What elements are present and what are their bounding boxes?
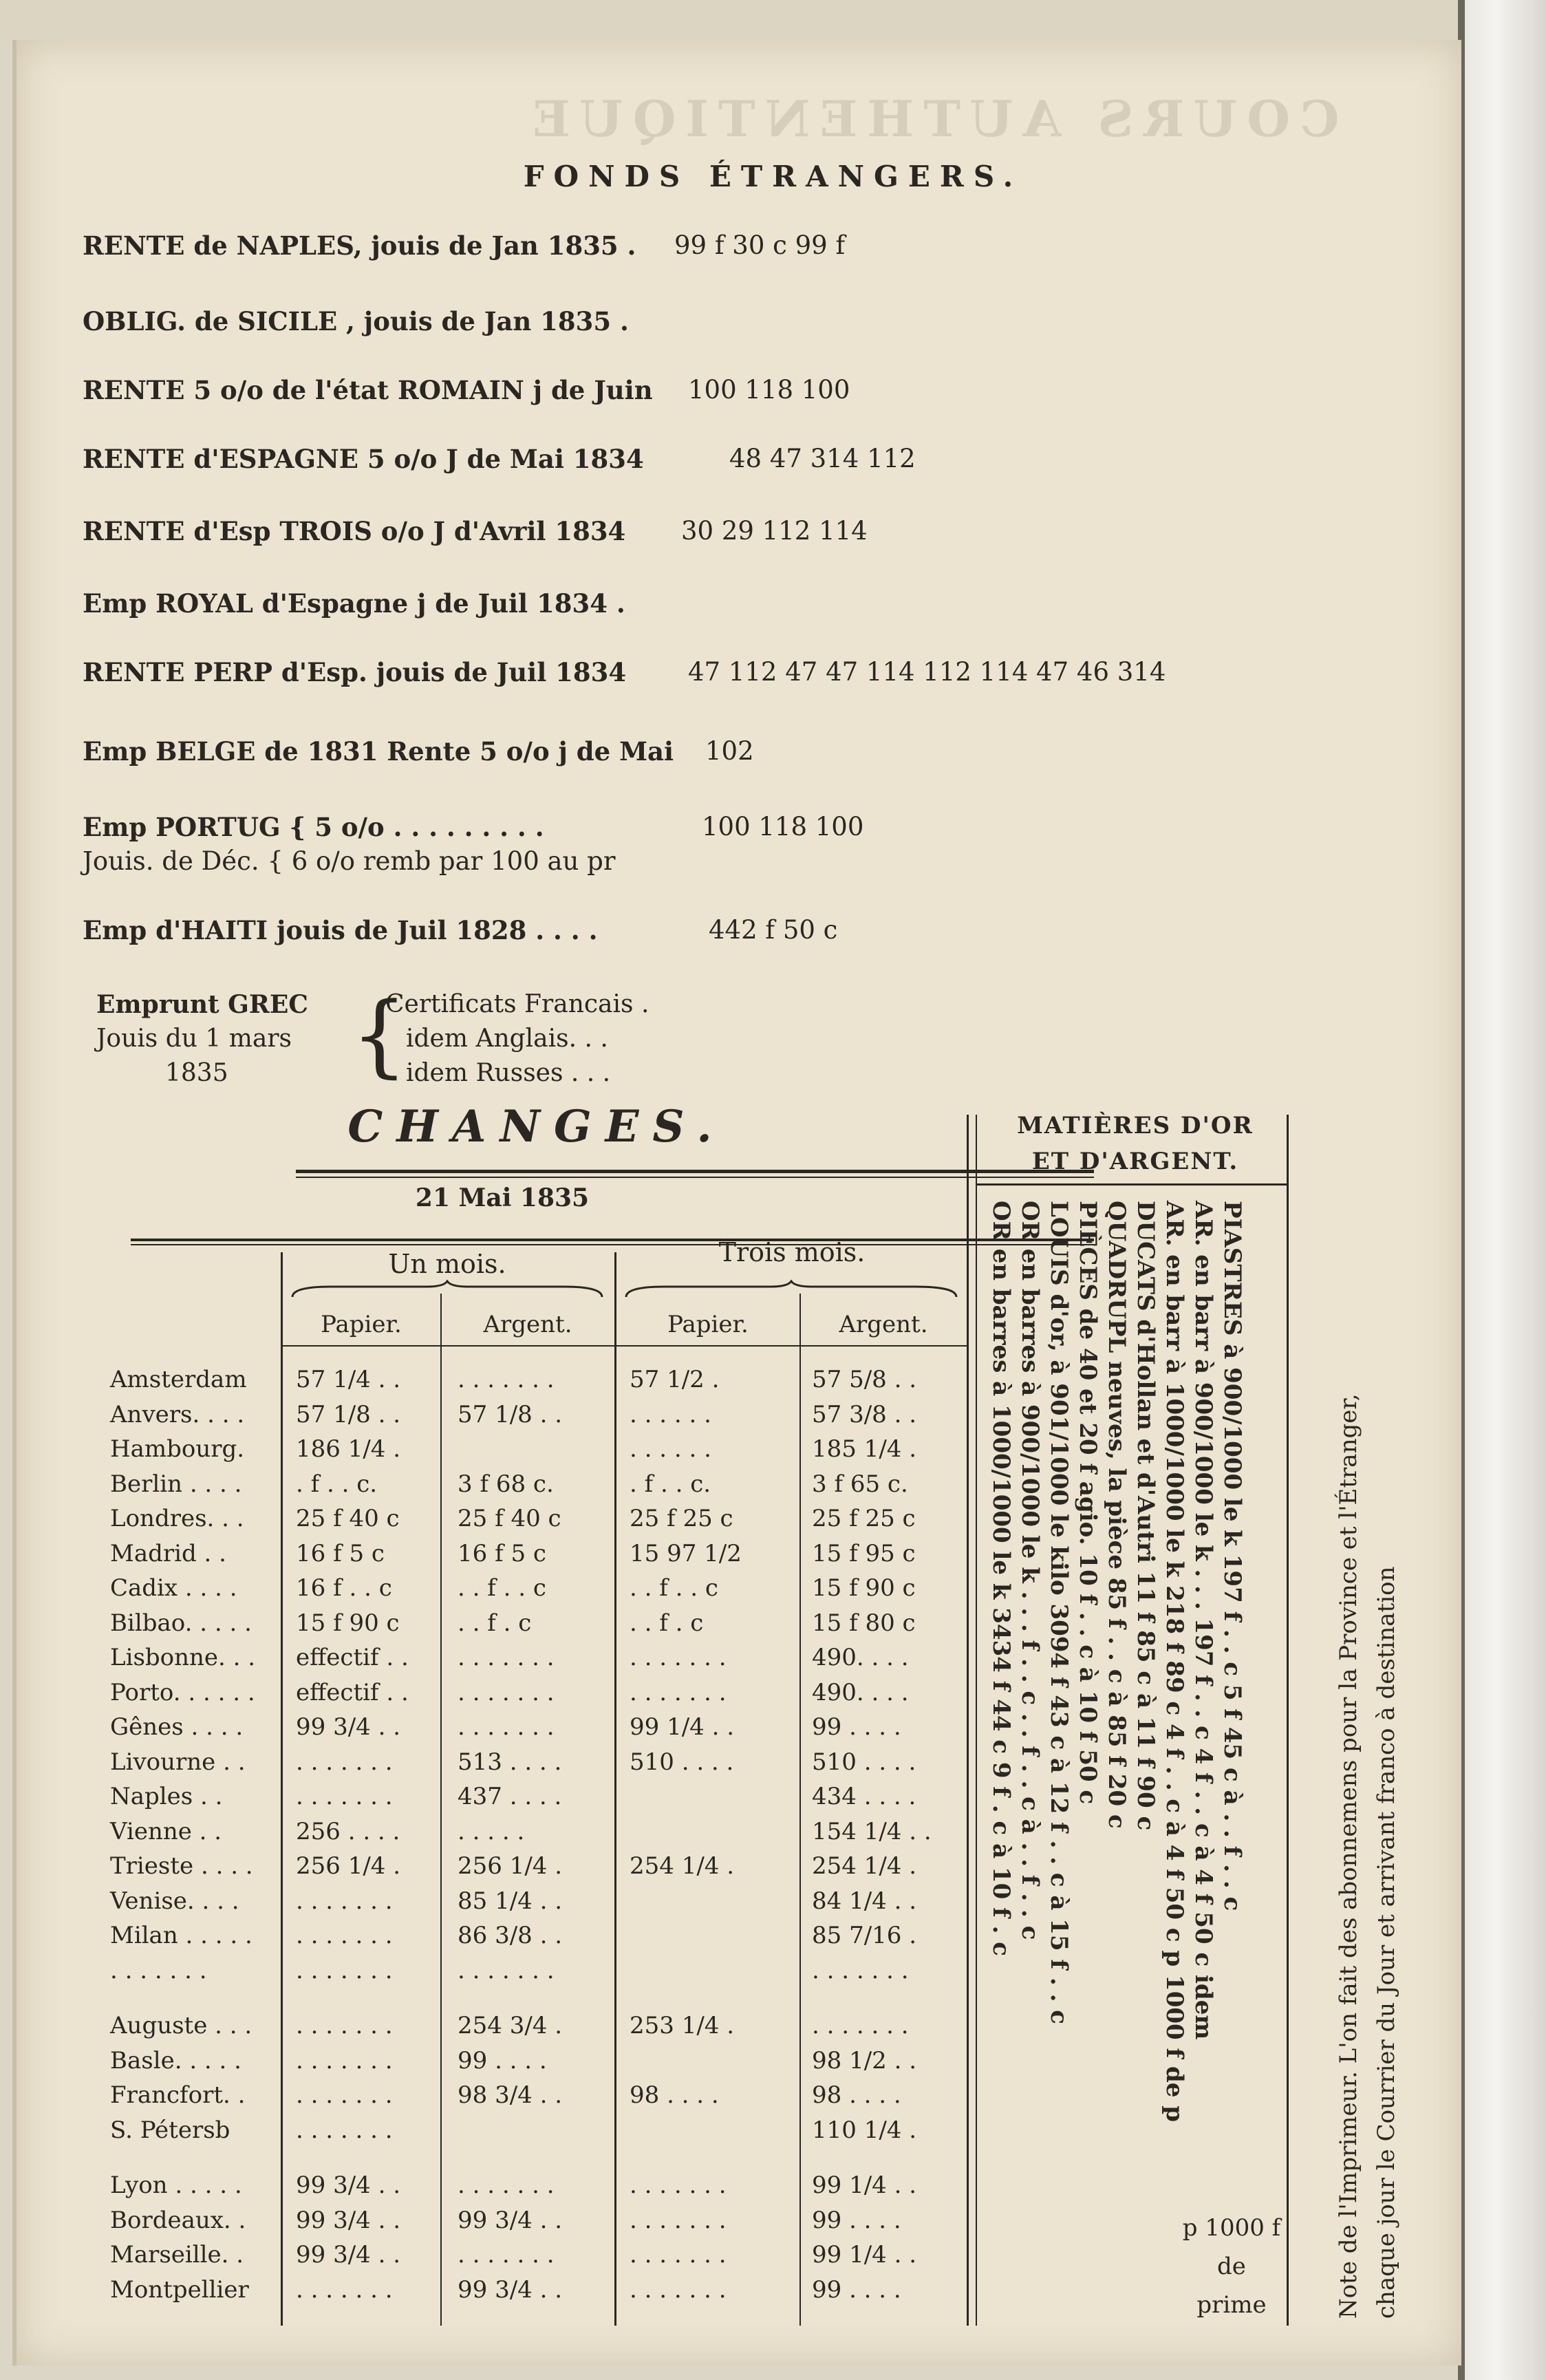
fonds-row <box>83 736 754 766</box>
prime-note <box>1170 2209 1293 2324</box>
rate-cell: 256 . . . . <box>296 1817 400 1845</box>
rate-cell: . . . . . . . <box>296 1748 393 1776</box>
greek-right-line: idem Russes . . . <box>406 1059 611 1087</box>
rate-cell: . . . . . . . <box>630 1644 727 1671</box>
rate-cell: 99 3/4 . . <box>296 2241 401 2269</box>
rate-cell: . . . . . . . <box>296 2012 393 2039</box>
rate-cell: 99 3/4 . . <box>458 2206 563 2234</box>
rate-cell: 3 f 65 c. <box>812 1470 908 1498</box>
rule <box>282 1345 967 1347</box>
fonds-values: 48 47 314 112 <box>729 444 916 473</box>
rate-cell: . . . . . . . <box>458 1956 555 1984</box>
fonds-etrangers-title: FONDS ÉTRANGERS. <box>523 160 1023 193</box>
rate-cell: 254 1/4 . <box>630 1852 735 1880</box>
metal-line: AR. en barr à 900/1000 le k . . . 197 f . . c 4 f . . c à 4 f 50 c idem <box>1190 1201 1217 2040</box>
rate-cell: . . . . . . . <box>296 1956 393 1984</box>
fonds-label: OBLIG. de SICILE , jouis de Jan 1835 . <box>83 306 629 336</box>
fonds-row <box>83 657 1166 687</box>
col-group-trois-mois: Trois mois. <box>718 1237 866 1267</box>
rate-cell: 99 1/4 . . <box>812 2241 917 2269</box>
city-name: Anvers. . . . <box>110 1400 245 1428</box>
fonds-values: 30 29 112 114 <box>681 516 868 546</box>
metal-line: PIASTRES à 900/1000 le k 197 f . . c 5 f 45 c à . . f . . c <box>1218 1201 1246 1911</box>
rate-cell: 15 97 1/2 <box>630 1539 742 1567</box>
rate-cell: . . . . . . . <box>630 2241 727 2269</box>
fonds-label: Emp d'HAITI jouis de Juil 1828 . . . . <box>83 915 598 945</box>
city-name: Hambourg. <box>110 1435 245 1463</box>
rate-cell: . . . . . . . <box>296 2275 393 2304</box>
fonds-row <box>83 375 850 405</box>
brace-icon <box>623 1280 960 1300</box>
metals-title-line: MATIÈRES D'OR <box>1017 1112 1254 1139</box>
rate-cell: . . . . . . . <box>630 2172 727 2199</box>
city-name: Londres. . . <box>110 1505 244 1532</box>
rate-cell: 186 1/4 . <box>296 1435 401 1463</box>
fonds-label: RENTE de NAPLES, jouis de Jan 1835 . <box>83 231 636 261</box>
fonds-label: RENTE d'Esp TROIS o/o J d'Avril 1834 <box>83 516 626 546</box>
rate-cell: . . . . . . . <box>296 2046 393 2075</box>
rate-cell: 99 1/4 . . <box>630 1713 735 1741</box>
city-name: Vienne . . <box>110 1817 222 1845</box>
rate-cell: 437 . . . . <box>458 1783 562 1810</box>
city-name: Basle. . . . . <box>110 2046 241 2075</box>
greek-left-line: 1835 <box>165 1059 228 1087</box>
fonds-label: Emp PORTUG { 5 o/o . . . . . . . . . <box>83 812 544 842</box>
rate-cell: 57 1/8 . . <box>458 1400 563 1428</box>
fonds-values: 102 <box>705 736 754 766</box>
fonds-values: 47 112 47 47 114 112 114 47 46 314 <box>688 657 1166 687</box>
rate-cell: 256 1/4 . <box>458 1852 563 1880</box>
rate-cell: 57 5/8 . . <box>812 1366 917 1393</box>
brace-icon <box>289 1280 605 1300</box>
metal-line: DUCATS d'Hollan et d'Autri 11 f 85 c à 11 f 90 c <box>1132 1201 1159 1831</box>
fonds-row <box>83 231 846 261</box>
rate-cell: . . f . c <box>458 1609 532 1637</box>
rate-cell: 25 f 25 c <box>812 1505 916 1532</box>
fonds-values: 442 f 50 c <box>709 915 838 945</box>
greek-right-line: Certificats Francais . <box>385 990 649 1018</box>
city-name: Bilbao. . . . . <box>110 1609 252 1637</box>
fonds-label: Emp ROYAL d'Espagne j de Juil 1834 . <box>83 588 625 619</box>
fonds-row <box>83 915 838 945</box>
rate-cell: 185 1/4 . <box>812 1435 917 1463</box>
city-name: Madrid . . <box>110 1539 226 1567</box>
city-name: Lisbonne. . . <box>110 1644 256 1671</box>
rate-cell: 490. . . . <box>812 1678 909 1706</box>
page-top-edge <box>0 0 1466 41</box>
rate-cell: 434 . . . . <box>812 1783 916 1810</box>
column-rule <box>614 1252 616 2326</box>
rate-cell: 15 f 80 c <box>812 1609 916 1637</box>
rate-cell: 86 3/8 . . <box>458 1922 563 1949</box>
rate-cell: 510 . . . . <box>812 1748 916 1776</box>
rate-cell: . . f . . c <box>458 1574 546 1602</box>
rate-cell: 99 . . . . <box>458 2046 547 2075</box>
column-rule <box>440 1294 442 2326</box>
city-name: Bordeaux. . <box>110 2206 246 2234</box>
rate-cell: 254 3/4 . <box>458 2012 563 2039</box>
rate-cell: . . . . . . . <box>296 2116 393 2144</box>
city-name: Marseille. . <box>110 2241 244 2269</box>
rate-cell: effectif . . <box>296 1678 409 1706</box>
city-name: Gênes . . . . <box>110 1713 244 1741</box>
rate-cell: 98 3/4 . . <box>458 2081 563 2109</box>
city-name: . . . . . . . <box>110 1956 207 1984</box>
city-name: Cadix . . . . <box>110 1574 237 1602</box>
rate-cell: . . . . . . . <box>458 1713 555 1741</box>
fonds-label: Emp BELGE de 1831 Rente 5 o/o j de Mai <box>83 736 674 766</box>
column-rule <box>1287 1115 1289 2326</box>
rate-cell: 490. . . . <box>812 1644 909 1671</box>
rate-cell: 57 1/4 . . <box>296 1366 401 1393</box>
city-name: Milan . . . . . <box>110 1922 253 1949</box>
city-name: Lyon . . . . . <box>110 2172 242 2199</box>
rate-cell: 25 f 40 c <box>458 1505 561 1532</box>
rate-cell: 253 1/4 . <box>630 2012 735 2039</box>
rate-cell: 98 1/2 . . <box>812 2046 917 2075</box>
fonds-label: RENTE PERP d'Esp. jouis de Juil 1834 <box>83 657 627 687</box>
city-name: Trieste . . . . <box>110 1852 253 1880</box>
rate-cell: . . . . . . . <box>630 1678 727 1706</box>
metals-title <box>991 1108 1280 1179</box>
greek-left-line: Emprunt GREC <box>96 990 308 1019</box>
rate-cell: . . . . . . . <box>630 2206 727 2234</box>
rate-cell: 85 7/16 . <box>812 1922 917 1949</box>
column-rule <box>976 1115 977 2326</box>
column-rule <box>281 1252 283 2326</box>
rate-cell: 99 3/4 . . <box>296 1713 401 1741</box>
city-name: Porto. . . . . . <box>110 1678 255 1706</box>
city-name: Amsterdam <box>110 1366 247 1393</box>
rate-cell: . . . . . . <box>630 1435 711 1463</box>
ghost-masthead: COURS AUTHENTIQUE <box>523 89 1340 148</box>
metal-line: PIÈCES de 40 et 20 f agio. 10 f . . c à 10 f 50 c <box>1074 1201 1102 1805</box>
city-name: Berlin . . . . <box>110 1470 242 1498</box>
rate-cell: 510 . . . . <box>630 1748 734 1776</box>
column-rule <box>967 1115 969 2326</box>
rate-cell: . . f . . c <box>630 1574 718 1602</box>
rate-cell: . . . . . . . <box>812 1956 909 1984</box>
fonds-values: 100 118 100 <box>702 812 864 841</box>
greek-left-line: Jouis du 1 mars <box>96 1025 292 1053</box>
rate-cell: 16 f . . c <box>296 1574 392 1602</box>
rate-cell: 154 1/4 . . <box>812 1817 932 1845</box>
rate-cell: . . . . . . <box>630 1400 711 1428</box>
rate-cell: 16 f 5 c <box>296 1539 385 1567</box>
subcol-argent: Argent. <box>483 1311 572 1338</box>
city-name: Auguste . . . <box>110 2012 253 2039</box>
city-name: Naples . . <box>110 1783 223 1810</box>
fonds-row <box>83 588 625 619</box>
rate-cell: . . . . . . . <box>630 2275 727 2304</box>
prime-line: p 1000 f <box>1182 2214 1281 2242</box>
rate-cell: 99 3/4 . . <box>296 2206 401 2234</box>
rate-cell: . . . . . . . <box>458 2172 555 2199</box>
col-group-un-mois: Un mois. <box>388 1249 506 1279</box>
metal-line: OR en barres à 1000/1000 le k 3434 f 44 c 9 f . c à 10 f . c <box>987 1201 1015 1956</box>
greek-left <box>96 987 337 1091</box>
fonds-label: RENTE 5 o/o de l'état ROMAIN j de Juin <box>83 375 653 405</box>
rate-cell: . . . . . . . <box>458 1678 555 1706</box>
column-rule <box>799 1294 801 2326</box>
greek-right <box>385 987 729 1091</box>
fonds-row <box>83 306 629 336</box>
rate-cell: . . . . . . . <box>296 1922 393 1949</box>
rate-cell: 57 1/2 . <box>630 1366 720 1393</box>
rate-cell: 99 . . . . <box>812 2206 901 2234</box>
rate-cell: 513 . . . . <box>458 1748 562 1776</box>
metal-line: QUADRUPL neuves, la pièce 85 f . . c à 85 f 20 c <box>1103 1201 1130 1829</box>
rate-cell: 254 1/4 . <box>812 1852 917 1880</box>
rate-cell: . f . . c. <box>296 1470 378 1498</box>
rate-cell: 99 . . . . <box>812 1713 901 1741</box>
rate-cell: . . . . . . . <box>458 2241 555 2269</box>
subcol-argent: Argent. <box>839 1311 928 1338</box>
changes-title: CHANGES. <box>347 1101 726 1153</box>
rate-cell: 25 f 25 c <box>630 1505 733 1532</box>
fonds-row <box>83 444 916 474</box>
rate-cell: 3 f 68 c. <box>458 1470 554 1498</box>
fonds-values: 100 118 100 <box>688 375 850 405</box>
rate-cell: 15 f 95 c <box>812 1539 916 1567</box>
metal-line: OR en barres à 900/1000 le k . . . f . . c . . f . . c à . . f . . c <box>1016 1201 1044 1940</box>
rate-cell: 99 1/4 . . <box>812 2172 917 2199</box>
city-name: S. Pétersb <box>110 2116 230 2144</box>
rate-cell: 84 1/4 . . <box>812 1887 917 1915</box>
fonds-row <box>83 846 616 876</box>
fonds-row <box>83 812 864 842</box>
subcol-papier: Papier. <box>321 1311 402 1338</box>
rate-cell: 25 f 40 c <box>296 1505 400 1532</box>
rate-cell: . . f . c <box>630 1609 704 1637</box>
rate-cell: . . . . . . . <box>458 1644 555 1671</box>
metal-line: AR. en barr à 1000/1000 le k 218 f 89 c 4 f . . c à 4 f 50 c p 1000 f de p <box>1161 1201 1188 2122</box>
rate-cell: 85 1/4 . . <box>458 1887 563 1915</box>
metals-title-line: ET D'ARGENT. <box>1031 1148 1239 1175</box>
book-spine <box>1463 0 1546 2380</box>
brace-icon: { <box>351 983 408 1087</box>
changes-date: 21 Mai 1835 <box>415 1183 590 1212</box>
side-note-line: Note de l'Imprimeur. L'on fait des abonnemens pour la Province et l'Étranger, <box>1335 1393 1362 2319</box>
rate-cell: 57 1/8 . . <box>296 1400 401 1428</box>
rule <box>296 1177 1094 1178</box>
metal-line: LOUIS d'or, à 901/1000 le kilo 3094 f 43 c à 12 f . . c à 15 f . . c <box>1045 1201 1073 2024</box>
prime-line: de <box>1217 2253 1246 2280</box>
rate-cell: 15 f 90 c <box>812 1574 916 1602</box>
rate-cell: effectif . . <box>296 1644 409 1671</box>
rate-cell: 99 . . . . <box>812 2275 901 2304</box>
rate-cell: . . . . . . . <box>296 1783 393 1810</box>
rate-cell: 16 f 5 c <box>458 1539 546 1567</box>
rate-cell: . . . . . . . <box>458 1366 555 1393</box>
fonds-label: RENTE d'ESPAGNE 5 o/o J de Mai 1834 <box>83 444 644 474</box>
rate-cell: 57 3/8 . . <box>812 1400 917 1428</box>
fonds-label: Jouis. de Déc. { 6 o/o remb par 100 au pr <box>83 846 616 876</box>
rate-cell: 15 f 90 c <box>296 1609 400 1637</box>
subcol-papier: Papier. <box>667 1311 749 1338</box>
side-note-line: chaque jour le Courrier du Jour et arrivant franco à destination <box>1373 1566 1400 2319</box>
rule <box>977 1183 1287 1186</box>
rate-cell: . . . . . . . <box>296 2081 393 2109</box>
rate-cell: . f . . c. <box>630 1470 711 1498</box>
fonds-values: 99 f 30 c 99 f <box>674 231 846 260</box>
rate-cell: 99 3/4 . . <box>296 2172 401 2199</box>
city-name: Venise. . . . <box>110 1887 239 1915</box>
rate-cell: 110 1/4 . <box>812 2116 917 2144</box>
rate-cell: . . . . . <box>458 1817 525 1845</box>
city-name: Francfort. . <box>110 2081 246 2109</box>
fonds-row <box>83 516 868 546</box>
rate-cell: 98 . . . . <box>812 2081 901 2109</box>
city-name: Montpellier <box>110 2275 249 2304</box>
rate-cell: . . . . . . . <box>812 2012 909 2039</box>
rate-cell: . . . . . . . <box>296 1887 393 1915</box>
rate-cell: 98 . . . . <box>630 2081 719 2109</box>
rule <box>296 1170 1094 1173</box>
prime-line: prime <box>1196 2291 1267 2319</box>
rate-cell: 99 3/4 . . <box>458 2275 563 2304</box>
city-name: Livourne . . <box>110 1748 246 1776</box>
rate-cell: 256 1/4 . <box>296 1852 401 1880</box>
greek-right-line: idem Anglais. . . <box>406 1025 608 1053</box>
